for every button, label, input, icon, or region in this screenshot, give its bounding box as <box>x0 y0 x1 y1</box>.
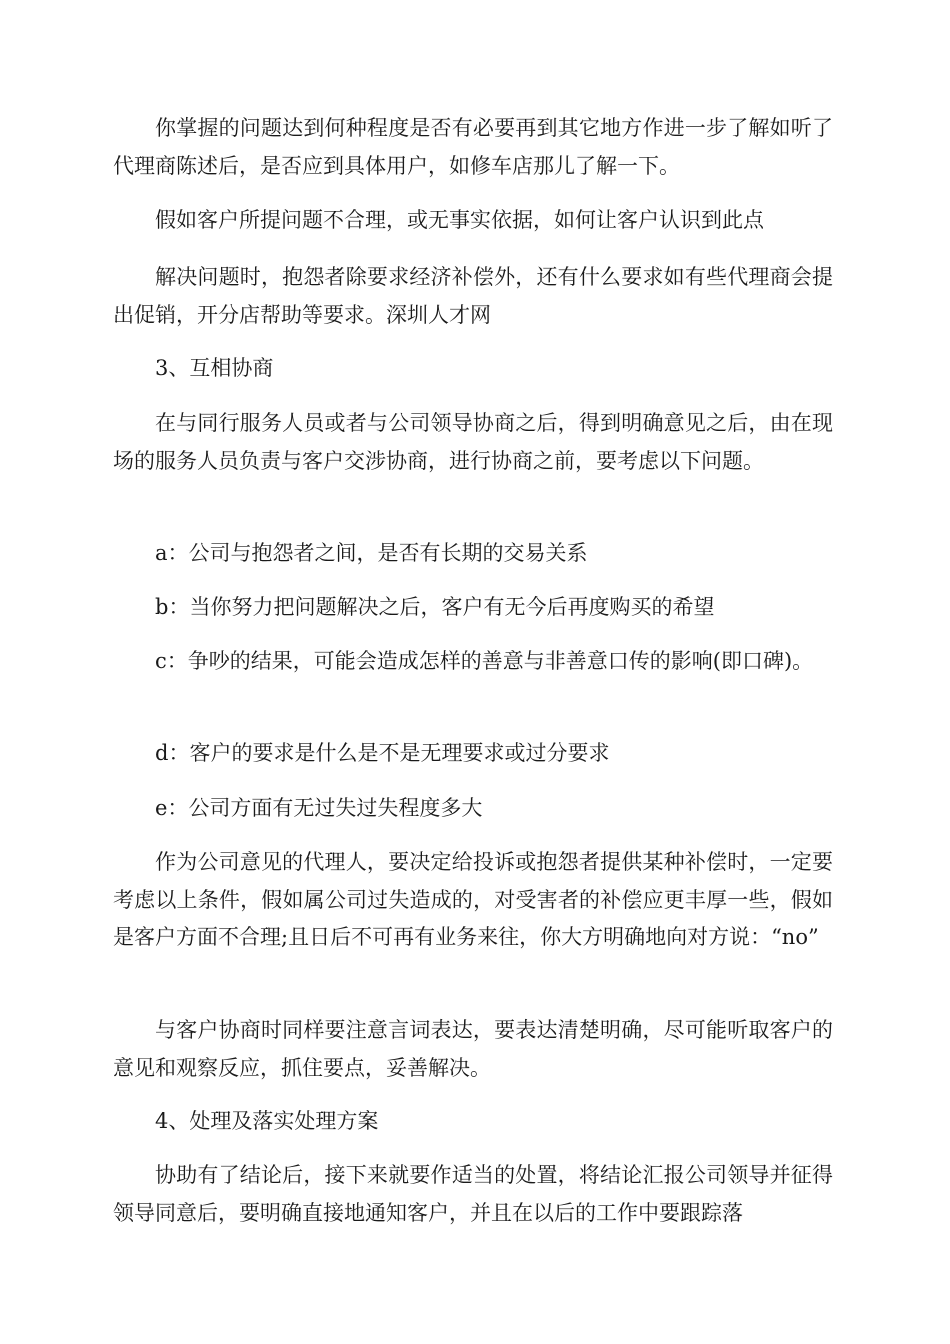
list-item-e: e：公司方面有无过失过失程度多大 <box>155 796 483 820</box>
paragraph-5: 作为公司意见的代理人，要决定给投诉或抱怨者提供某种补偿时，一定要考虑以上条件，假如属公司过失造成的，对受害者的补偿应更丰厚一些，假如是客户方面不合理;且日后不可再有业务来往，你大方明确地向对方说：“no” <box>113 850 833 949</box>
paragraph-1: 你掌握的问题达到何种程度是否有必要再到其它地方作进一步了解如听了代理商陈述后，是否应到具体用户，如修车店那儿了解一下。 <box>113 116 833 178</box>
paragraph-7: 协助有了结论后，接下来就要作适当的处置，将结论汇报公司领导并征得领导同意后，要明确直接地通知客户，并且在以后的工作中要跟踪落 <box>113 1163 833 1225</box>
list-item-a: a：公司与抱怨者之间，是否有长期的交易关系 <box>155 541 588 565</box>
paragraph-3: 解决问题时，抱怨者除要求经济补偿外，还有什么要求如有些代理商会提出促销，开分店帮助等要求。深圳人才网 <box>113 265 833 327</box>
paragraph-4: 在与同行服务人员或者与公司领导协商之后，得到明确意见之后，由在现场的服务人员负责与客户交涉协商，进行协商之前，要考虑以下问题。 <box>113 411 833 473</box>
paragraph-6: 与客户协商时同样要注意言词表达，要表达清楚明确，尽可能听取客户的意见和观察反应，抓住要点，妥善解决。 <box>113 1018 833 1080</box>
section-heading-4: 4、处理及落实处理方案 <box>155 1109 379 1133</box>
list-item-b: b：当你努力把问题解决之后，客户有无今后再度购买的希望 <box>155 595 715 619</box>
section-heading-3: 3、互相协商 <box>155 356 274 380</box>
list-item-c: c：争吵的结果，可能会造成怎样的善意与非善意口传的影响(即口碑)。 <box>155 649 814 673</box>
paragraph-2: 假如客户所提问题不合理，或无事实依据，如何让客户认识到此点 <box>155 208 764 232</box>
list-item-d: d：客户的要求是什么是不是无理要求或过分要求 <box>155 741 610 765</box>
